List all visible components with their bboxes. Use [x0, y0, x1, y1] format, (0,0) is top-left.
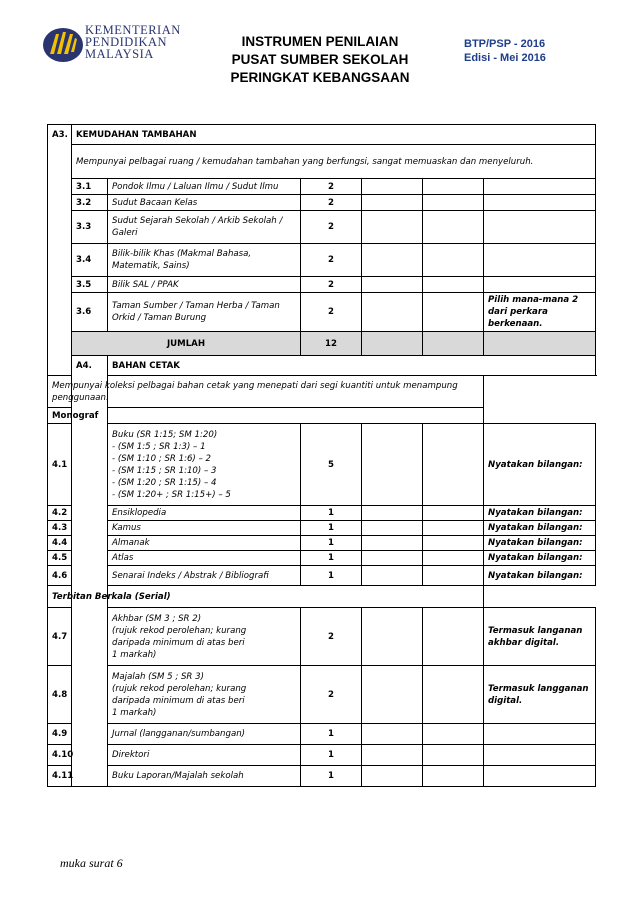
serial-label-row	[48, 586, 596, 608]
score-cell[interactable]	[362, 608, 423, 666]
table-row	[48, 506, 596, 521]
a3-description-row	[48, 145, 596, 179]
row-score: 2	[301, 244, 362, 277]
a3-description: Mempunyai pelbagai ruang / kemudahan tambahan yang berfungsi, sangat memuaskan dan menyeluruh.	[72, 145, 596, 179]
row-remark: Nyatakan bilangan:	[484, 566, 596, 586]
row-remark: Nyatakan bilangan:	[484, 551, 596, 566]
score-cell[interactable]	[423, 608, 484, 666]
score-cell[interactable]	[362, 521, 423, 536]
row-item: Buku Laporan/Majalah sekolah	[108, 766, 301, 787]
row-score: 1	[301, 521, 362, 536]
row-remark	[484, 244, 596, 277]
row-item: Atlas	[108, 551, 301, 566]
a4-code: A4.	[72, 356, 108, 787]
monograf-label: Monograf	[48, 408, 484, 424]
total-row	[48, 332, 596, 356]
a3-heading: KEMUDAHAN TAMBAHAN	[72, 125, 596, 145]
score-cell[interactable]	[362, 666, 423, 724]
table-row	[48, 766, 596, 787]
row-number: 4.3	[48, 521, 72, 536]
row-score: 1	[301, 551, 362, 566]
score-cell[interactable]	[423, 566, 484, 586]
row-number: 4.1	[48, 424, 72, 506]
a3-code: A3.	[48, 125, 72, 376]
row-number: 4.10	[48, 745, 72, 766]
row-item: Bilik SAL / PPAK	[108, 277, 301, 293]
row-remark	[484, 195, 596, 211]
total-label: JUMLAH	[72, 332, 301, 356]
row-number: 4.9	[48, 724, 72, 745]
score-cell[interactable]	[423, 277, 484, 293]
row-number: 3.6	[72, 293, 108, 332]
row-remark: Termasuk langanan akhbar digital.	[484, 608, 596, 666]
score-cell[interactable]	[423, 521, 484, 536]
row-item: Pondok Ilmu / Laluan Ilmu / Sudut Ilmu	[108, 179, 301, 195]
row-number: 4.7	[48, 608, 72, 666]
ministry-logo-text: KEMENTERIAN PENDIDIKAN MALAYSIA	[85, 23, 181, 61]
row-number: 4.4	[48, 536, 72, 551]
row-remark: Nyatakan bilangan:	[484, 521, 596, 536]
row-remark	[484, 211, 596, 244]
row-item: Buku (SR 1:15; SM 1:20) - (SM 1:5 ; SR 1:3) – 1 - (SM 1:10 ; SR 1:6) – 2 - (SM 1:15 ; SR 1:10) – 3 - (SM 1:20 ; SR 1:15) – 4 - (SM 1:20+ ; SR 1:15+) – 5	[108, 424, 301, 506]
monograf-label-row	[48, 408, 596, 424]
score-cell[interactable]	[362, 745, 423, 766]
row-score: 2	[301, 195, 362, 211]
row-item: Kamus	[108, 521, 301, 536]
row-number: 3.1	[72, 179, 108, 195]
score-cell[interactable]	[423, 211, 484, 244]
row-item: Taman Sumber / Taman Herba / Taman Orkid / Taman Burung	[108, 293, 301, 332]
assessment-table	[47, 124, 596, 787]
row-item: Senarai Indeks / Abstrak / Bibliografi	[108, 566, 301, 586]
table-row	[48, 521, 596, 536]
table-row	[48, 666, 596, 724]
row-number: 3.2	[72, 195, 108, 211]
row-score: 1	[301, 766, 362, 787]
table-row	[48, 608, 596, 666]
serial-label: Terbitan Berkala (Serial)	[48, 586, 484, 608]
score-cell[interactable]	[423, 506, 484, 521]
total-cell	[484, 332, 596, 356]
row-item: Direktori	[108, 745, 301, 766]
score-cell[interactable]	[423, 244, 484, 277]
row-item: Almanak	[108, 536, 301, 551]
score-cell[interactable]	[423, 745, 484, 766]
row-number: 4.2	[48, 506, 72, 521]
a4-heading: BAHAN CETAK	[108, 356, 596, 376]
row-number: 3.5	[72, 277, 108, 293]
row-remark	[484, 766, 596, 787]
score-cell[interactable]	[423, 666, 484, 724]
table-row	[48, 724, 596, 745]
total-cell	[362, 332, 423, 356]
row-item: Bilik-bilik Khas (Makmal Bahasa, Matematik, Sains)	[108, 244, 301, 277]
table-row	[48, 745, 596, 766]
row-score: 2	[301, 211, 362, 244]
score-cell[interactable]	[362, 566, 423, 586]
row-score: 1	[301, 566, 362, 586]
score-cell[interactable]	[362, 551, 423, 566]
score-cell[interactable]	[423, 293, 484, 332]
score-cell[interactable]	[423, 179, 484, 195]
row-remark: Termasuk langganan digital.	[484, 666, 596, 724]
table-row	[48, 536, 596, 551]
row-item: Jurnal (langganan/sumbangan)	[108, 724, 301, 745]
row-score: 2	[301, 179, 362, 195]
total-value: 12	[301, 332, 362, 356]
row-item: Akhbar (SM 3 ; SR 2) (rujuk rekod perolehan; kurang daripada minimum di atas beri 1 markah)	[108, 608, 301, 666]
row-number: 4.8	[48, 666, 72, 724]
row-score: 2	[301, 293, 362, 332]
score-cell[interactable]	[362, 766, 423, 787]
table-row	[48, 424, 596, 506]
row-remark: Nyatakan bilangan:	[484, 506, 596, 521]
score-cell[interactable]	[423, 724, 484, 745]
row-remark	[484, 179, 596, 195]
score-cell[interactable]	[362, 244, 423, 277]
document-title: INSTRUMEN PENILAIAN PUSAT SUMBER SEKOLAH PERINGKAT KEBANGSAAN	[230, 34, 410, 85]
row-remark	[484, 724, 596, 745]
row-score: 1	[301, 536, 362, 551]
row-score: 1	[301, 724, 362, 745]
row-score: 2	[301, 608, 362, 666]
score-cell[interactable]	[423, 195, 484, 211]
row-item: Sudut Sejarah Sekolah / Arkib Sekolah / Galeri	[108, 211, 301, 244]
ministry-logo-icon	[40, 22, 86, 68]
a4-heading-row	[48, 356, 596, 376]
score-cell[interactable]	[423, 551, 484, 566]
row-item: Sudut Bacaan Kelas	[108, 195, 301, 211]
row-number: 4.5	[48, 551, 72, 566]
score-cell[interactable]	[362, 506, 423, 521]
score-cell[interactable]	[362, 724, 423, 745]
score-cell[interactable]	[362, 424, 423, 506]
row-item: Majalah (SM 5 ; SR 3) (rujuk rekod perolehan; kurang daripada minimum di atas beri 1 markah)	[108, 666, 301, 724]
total-cell	[423, 332, 484, 356]
score-cell[interactable]	[362, 195, 423, 211]
score-cell[interactable]	[362, 211, 423, 244]
row-remark	[484, 745, 596, 766]
table-row	[48, 244, 596, 277]
table-row	[48, 566, 596, 586]
a4-description-row	[48, 376, 596, 408]
row-score: 1	[301, 745, 362, 766]
table-row	[48, 551, 596, 566]
score-cell[interactable]	[423, 766, 484, 787]
row-score: 1	[301, 506, 362, 521]
score-cell[interactable]	[423, 536, 484, 551]
table-row	[48, 179, 596, 195]
a3-heading-row	[48, 125, 596, 145]
row-item: Ensiklopedia	[108, 506, 301, 521]
row-number: 3.3	[72, 211, 108, 244]
row-score: 5	[301, 424, 362, 506]
table-row	[48, 277, 596, 293]
table-row	[48, 195, 596, 211]
document-code: BTP/PSP - 2016 Edisi - Mei 2016	[464, 38, 546, 64]
row-number: 3.4	[72, 244, 108, 277]
row-score: 2	[301, 666, 362, 724]
a4-description: Mempunyai koleksi pelbagai bahan cetak yang menepati dari segi kuantiti untuk menampung penggunaan.	[48, 376, 484, 408]
score-cell[interactable]	[362, 277, 423, 293]
row-number: 4.11	[48, 766, 72, 787]
row-number: 4.6	[48, 566, 72, 586]
row-score: 2	[301, 277, 362, 293]
score-cell[interactable]	[362, 293, 423, 332]
row-remark	[484, 277, 596, 293]
score-cell[interactable]	[423, 424, 484, 506]
row-remark: Pilih mana-mana 2 dari perkara berkenaan.	[484, 293, 596, 332]
score-cell[interactable]	[362, 179, 423, 195]
score-cell[interactable]	[362, 536, 423, 551]
table-row	[48, 211, 596, 244]
row-remark: Nyatakan bilangan:	[484, 424, 596, 506]
page-number: muka surat 6	[60, 856, 123, 870]
row-remark: Nyatakan bilangan:	[484, 536, 596, 551]
table-row	[48, 293, 596, 332]
